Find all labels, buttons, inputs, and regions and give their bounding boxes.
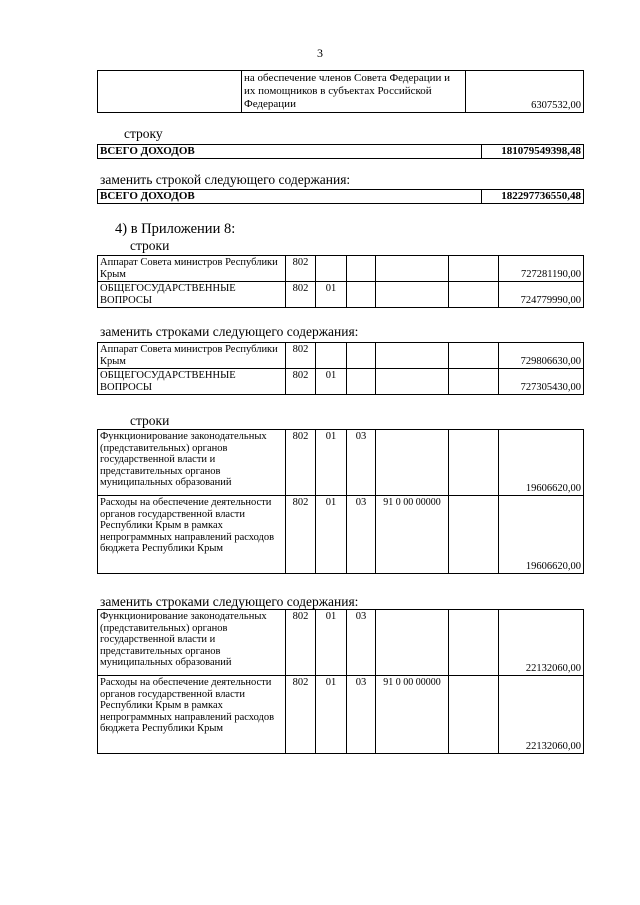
row-name: Функционирование законодательных (представительных) органов государственной власти и представительных органов муниципальных образований [98, 610, 286, 676]
row-code-target [376, 430, 449, 496]
row-code-section: 01 [316, 369, 347, 395]
row-code-dept: 802 [286, 256, 316, 282]
row-code-dept: 802 [286, 610, 316, 676]
page-number: 3 [317, 46, 323, 60]
row-code-dept: 802 [286, 430, 316, 496]
row-amount: 22132060,00 [499, 676, 584, 754]
total-new-label: ВСЕГО ДОХОДОВ [98, 190, 482, 204]
table-row [98, 430, 584, 496]
table-b-new [97, 609, 584, 754]
row-code-target: 91 0 00 00000 [376, 676, 449, 754]
row-code-target [376, 610, 449, 676]
top-row-empty-cell [98, 71, 242, 113]
total-old-amount: 181079549398,48 [482, 145, 584, 159]
row-code-subsection [347, 343, 376, 369]
row-amount: 729806630,00 [499, 343, 584, 369]
table-row [98, 369, 584, 395]
top-row-text: на обеспечение членов Совета Федерации и их помощников в субъектах Российской Федерации [242, 71, 466, 113]
row-code-dept: 802 [286, 369, 316, 395]
table-row [98, 610, 584, 676]
table-a-new [97, 342, 584, 395]
row-amount: 727305430,00 [499, 369, 584, 395]
row-name: Расходы на обеспечение деятельности органов государственной власти Республики Крым в рамках непрограммных направлений расходов бюджета Республики Крым [98, 676, 286, 754]
table-row [98, 343, 584, 369]
row-code-section: 01 [316, 496, 347, 574]
row-code-subsection [347, 282, 376, 308]
replace-rows-label-2: заменить строками следующего содержания: [100, 594, 359, 609]
row-amount: 19606620,00 [499, 430, 584, 496]
top-row-amount: 6307532,00 [466, 71, 584, 113]
row-amount: 727281190,00 [499, 256, 584, 282]
row-code-target [376, 343, 449, 369]
row-code-subsection: 03 [347, 430, 376, 496]
row-amount: 19606620,00 [499, 496, 584, 574]
row-name: ОБЩЕГОСУДАРСТВЕННЫЕ ВОПРОСЫ [98, 282, 286, 308]
row-code-section [316, 256, 347, 282]
stroku-label: строку [124, 126, 163, 141]
row-code-section: 01 [316, 430, 347, 496]
row-name: Расходы на обеспечение деятельности органов государственной власти Республики Крым в рамках непрограммных направлений расходов бюджета Республики Крым [98, 496, 286, 574]
total-old-label: ВСЕГО ДОХОДОВ [98, 145, 482, 159]
row-name: Функционирование законодательных (представительных) органов государственной власти и представительных органов муниципальных образований [98, 430, 286, 496]
row-code-subsection: 03 [347, 676, 376, 754]
total-new-table [97, 189, 584, 204]
row-code-type [449, 676, 499, 754]
row-amount: 22132060,00 [499, 610, 584, 676]
row-code-type [449, 282, 499, 308]
table-row [98, 496, 584, 574]
row-code-type [449, 430, 499, 496]
row-code-subsection [347, 369, 376, 395]
table-a-old [97, 255, 584, 308]
table-row [98, 256, 584, 282]
row-code-target [376, 282, 449, 308]
row-amount: 724779990,00 [499, 282, 584, 308]
table-b-old [97, 429, 584, 574]
row-code-subsection: 03 [347, 496, 376, 574]
table-row [98, 282, 584, 308]
row-code-target: 91 0 00 00000 [376, 496, 449, 574]
row-code-target [376, 369, 449, 395]
appendix-heading: 4) в Приложении 8: [115, 221, 236, 237]
row-name: ОБЩЕГОСУДАРСТВЕННЫЕ ВОПРОСЫ [98, 369, 286, 395]
row-code-subsection [347, 256, 376, 282]
row-code-section [316, 343, 347, 369]
total-new-amount: 182297736550,48 [482, 190, 584, 204]
stroki-label-2: строки [130, 413, 170, 428]
top-row-table [97, 70, 584, 113]
row-code-dept: 802 [286, 496, 316, 574]
row-code-type [449, 343, 499, 369]
stroki-label-1: строки [130, 238, 170, 253]
row-name: Аппарат Совета министров Республики Крым [98, 256, 286, 282]
row-code-dept: 802 [286, 343, 316, 369]
row-code-target [376, 256, 449, 282]
replace-rows-label-1: заменить строками следующего содержания: [100, 324, 359, 339]
row-code-dept: 802 [286, 282, 316, 308]
row-code-type [449, 610, 499, 676]
row-code-type [449, 369, 499, 395]
row-code-section: 01 [316, 676, 347, 754]
row-code-subsection: 03 [347, 610, 376, 676]
row-code-type [449, 256, 499, 282]
row-code-section: 01 [316, 610, 347, 676]
row-code-dept: 802 [286, 676, 316, 754]
row-code-type [449, 496, 499, 574]
row-name: Аппарат Совета министров Республики Крым [98, 343, 286, 369]
total-old-table [97, 144, 584, 159]
table-row [98, 676, 584, 754]
replace-single-label: заменить строкой следующего содержания: [100, 172, 351, 187]
row-code-section: 01 [316, 282, 347, 308]
